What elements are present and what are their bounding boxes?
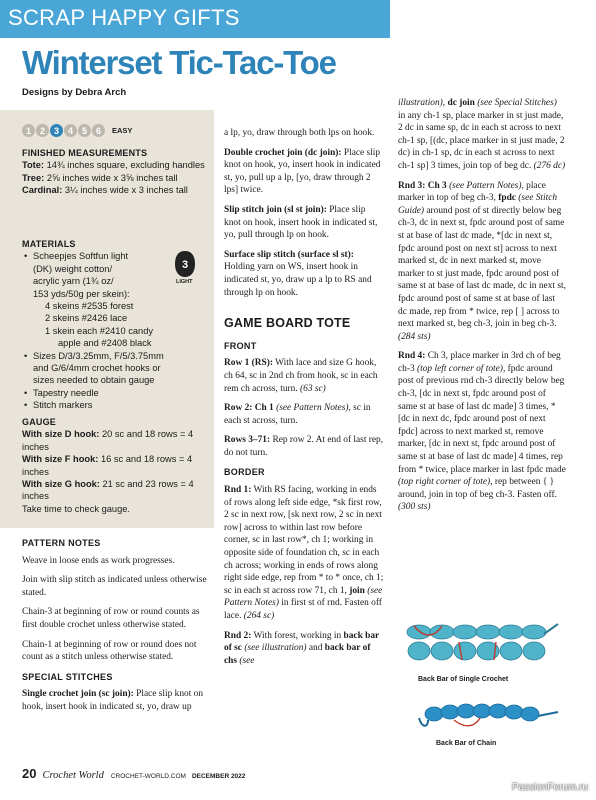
gauge-note: Take time to check gauge. — [22, 503, 131, 514]
gauge-section — [22, 416, 208, 515]
figure-caption-chain: Back Bar of Chain — [436, 740, 497, 747]
skill-level-2: 2 — [36, 124, 49, 137]
materials-heading: MATERIALS — [22, 239, 76, 249]
note-4: Chain-1 at beginning of row or round does not count as a stitch unless otherwise stated. — [22, 639, 197, 663]
yarn-weight-label: LIGHT — [176, 279, 193, 285]
front-heading: FRONT — [224, 340, 257, 351]
byline: Designs by Debra Arch — [22, 87, 127, 98]
skill-label: EASY — [112, 126, 133, 135]
tote-heading: GAME BOARD TOTE — [224, 316, 351, 331]
border-heading: BORDER — [224, 467, 265, 478]
skill-level-5: 5 — [78, 124, 91, 137]
measurements-section — [22, 147, 210, 197]
sc-join-continued: a lp, yo, draw through both lps on hook. — [224, 128, 375, 138]
rnd-2-continued: illustration), dc join (see Special Stitches) in any ch-1 sp, place marker in st just made, 2 dc in same sp, dc in each st across to next ch-1 sp, [(dc, place marker in st just made, 2 dc) in ch-1 sp, dc in each st across to next ch-1 sp] 3 times, join top of beg dc. (276 dc) — [398, 98, 566, 171]
measurements-heading: FINISHED MEASUREMENTS — [22, 148, 148, 158]
skill-level-3-active: 3 — [50, 124, 63, 137]
page-title: Winterset Tic-Tac-Toe — [22, 44, 336, 81]
skill-level-1: 1 — [22, 124, 35, 137]
row-2: Row 2: Ch 1 (see Pattern Notes), sc in each st across, turn. — [224, 403, 371, 426]
measurement-tree: Tree: 2⅝ inches wide x 3⅝ inches tall — [22, 172, 178, 183]
rnd-1: Rnd 1: With RS facing, working in ends of rows along left side edge, *sk first row, 2 sc in next row, [sk next row, 2 sc in next row] across to within last row before corner, sc in last row*, ch 1; working in opposite side of foundation ch, sc in each ch across; working in ends of rows along right side edge, rep from * to * once, ch 1; sc in each st across row 71, ch 1, join (see Pattern Notes) in first st of rnd. Fasten off lace. (264 sc) — [224, 485, 384, 621]
yarn-weight-number: 3 — [181, 259, 189, 271]
section-banner — [0, 0, 390, 38]
special-stitches-heading: SPECIAL STITCHES — [22, 671, 113, 682]
skill-level-indicator — [22, 124, 132, 137]
gauge-g: With size G hook: 21 sc and 23 rows = 4 inches — [22, 479, 194, 502]
note-3: Chain-3 at beginning of row or round counts as first double crochet unless otherwise stated. — [22, 607, 200, 630]
magazine-url: CROCHET-WORLD.COM — [110, 773, 186, 780]
pattern-notes — [22, 537, 212, 721]
gauge-heading: GAUGE — [22, 417, 57, 427]
material-needle: • Tapestry needle — [22, 387, 210, 399]
rows-3-71: Rows 3–71: Rep row 2. At end of last rep, do not turn. — [224, 435, 384, 458]
column-two — [224, 127, 384, 674]
dc-join-instruction: Double crochet join (dc join): Place slip knot on hook, yo, insert hook in indicated st, yo, pull up a lp, [yo, draw through 2 lps] twice. — [224, 147, 381, 196]
section-label: SCRAP HAPPY GIFTS — [8, 5, 240, 30]
slst-join-instruction: Slip stitch join (sl st join): Place slip knot on hook, insert hook in indicated st, yo, pull through lp on hook. — [224, 204, 378, 241]
watermark: PassionForum.ru — [511, 782, 588, 793]
back-bar-chain-illustration — [414, 694, 564, 736]
note-2: Join with slip stitch as indicated unless otherwise stated. — [22, 575, 207, 598]
surface-slst-instruction: Surface slip stitch (surface sl st): Holding yarn on WS, insert hook in indicated st, yo, draw up a lp to RS and through lp on hook. — [224, 249, 372, 298]
material-yarn: • Scheepjes Softfun light (DK) weight cotton/ acrylic yarn (1¾ oz/ 153 yds/50g per skein): 4 skeins #2535 forest 2 skeins #2426 lace 1 skein each #2410 candy apple and #2408 black — [22, 250, 210, 349]
figure-caption-sc: Back Bar of Single Crochet — [418, 676, 509, 683]
material-hooks: • Sizes D/3/3.25mm, F/5/3.75mm and G/6/4mm crochet hooks or sizes needed to obtain gauge — [22, 350, 210, 387]
skill-level-6: 6 — [92, 124, 105, 137]
gauge-f: With size F hook: 16 sc and 18 rows = 4 inches — [22, 454, 193, 477]
gauge-d: With size D hook: 20 sc and 18 rows = 4 inches — [22, 429, 194, 452]
row-1: Row 1 (RS): With lace and size G hook, ch 64, sc in 2nd ch from hook, sc in each rem ch across, turn. (63 sc) — [224, 358, 378, 394]
note-1: Weave in loose ends as work progresses. — [22, 555, 175, 566]
rnd-2-start: Rnd 2: With forest, working in back bar of sc (see illustration) and back bar of chs (see — [224, 630, 380, 666]
skill-level-4: 4 — [64, 124, 77, 137]
back-bar-sc-illustration — [404, 618, 564, 670]
material-markers: • Stitch markers — [22, 399, 210, 411]
page-footer — [22, 766, 245, 781]
sc-join-instruction: Single crochet join (sc join): Place slip knot on hook, insert hook in indicated st, yo, draw up — [22, 689, 204, 712]
issue-date: DECEMBER 2022 — [191, 773, 246, 780]
measurement-tote: Tote: 14¾ inches square, excluding handles — [22, 160, 205, 171]
page-number: 20 — [22, 766, 37, 781]
pattern-notes-heading: PATTERN NOTES — [22, 538, 101, 548]
rnd-4: Rnd 4: Ch 3, place marker in 3rd ch of beg ch-3 (top left corner of tote), fpdc around post of previous rnd ch-3 directly below beg ch-3, [dc in next st, fpdc around post of same st at base of last dc made] 3 times, *[dc in next dc, fpdc around post of next fpdc] across to next marked st, remove marker, [dc in next st, fpdc around post of same st at base of last dc made] 4 times, rep from * twice, place marker in last fpdc made (top right corner of tote), rep between { } around, join in top of beg ch-3. Fasten off. (300 sts) — [398, 351, 566, 513]
yarn-weight-icon — [174, 250, 196, 278]
column-three — [398, 97, 566, 521]
rnd-3: Rnd 3: Ch 3 (see Pattern Notes), place marker in top of beg ch-3, fpdc (see Stitch Guide) around post of st directly below beg ch-3, dc in next st, fpdc around post of same st at base of last dc made, *[dc in next st, fpdc around post on next st] across to next marked st, dc in next marked st, move marker to st just made, fpdc around post of same st at base of last dc made, dc in next st, fpdc around post of same st at base of last dc made, rep from * twice, rep [ ] across to next marked st, beg ch-3, join in beg ch-3. (284 sts) — [398, 180, 566, 342]
measurement-cardinal: Cardinal: 3¼ inches wide x 3 inches tall — [22, 185, 188, 196]
magazine-name: Crochet World — [42, 770, 104, 781]
